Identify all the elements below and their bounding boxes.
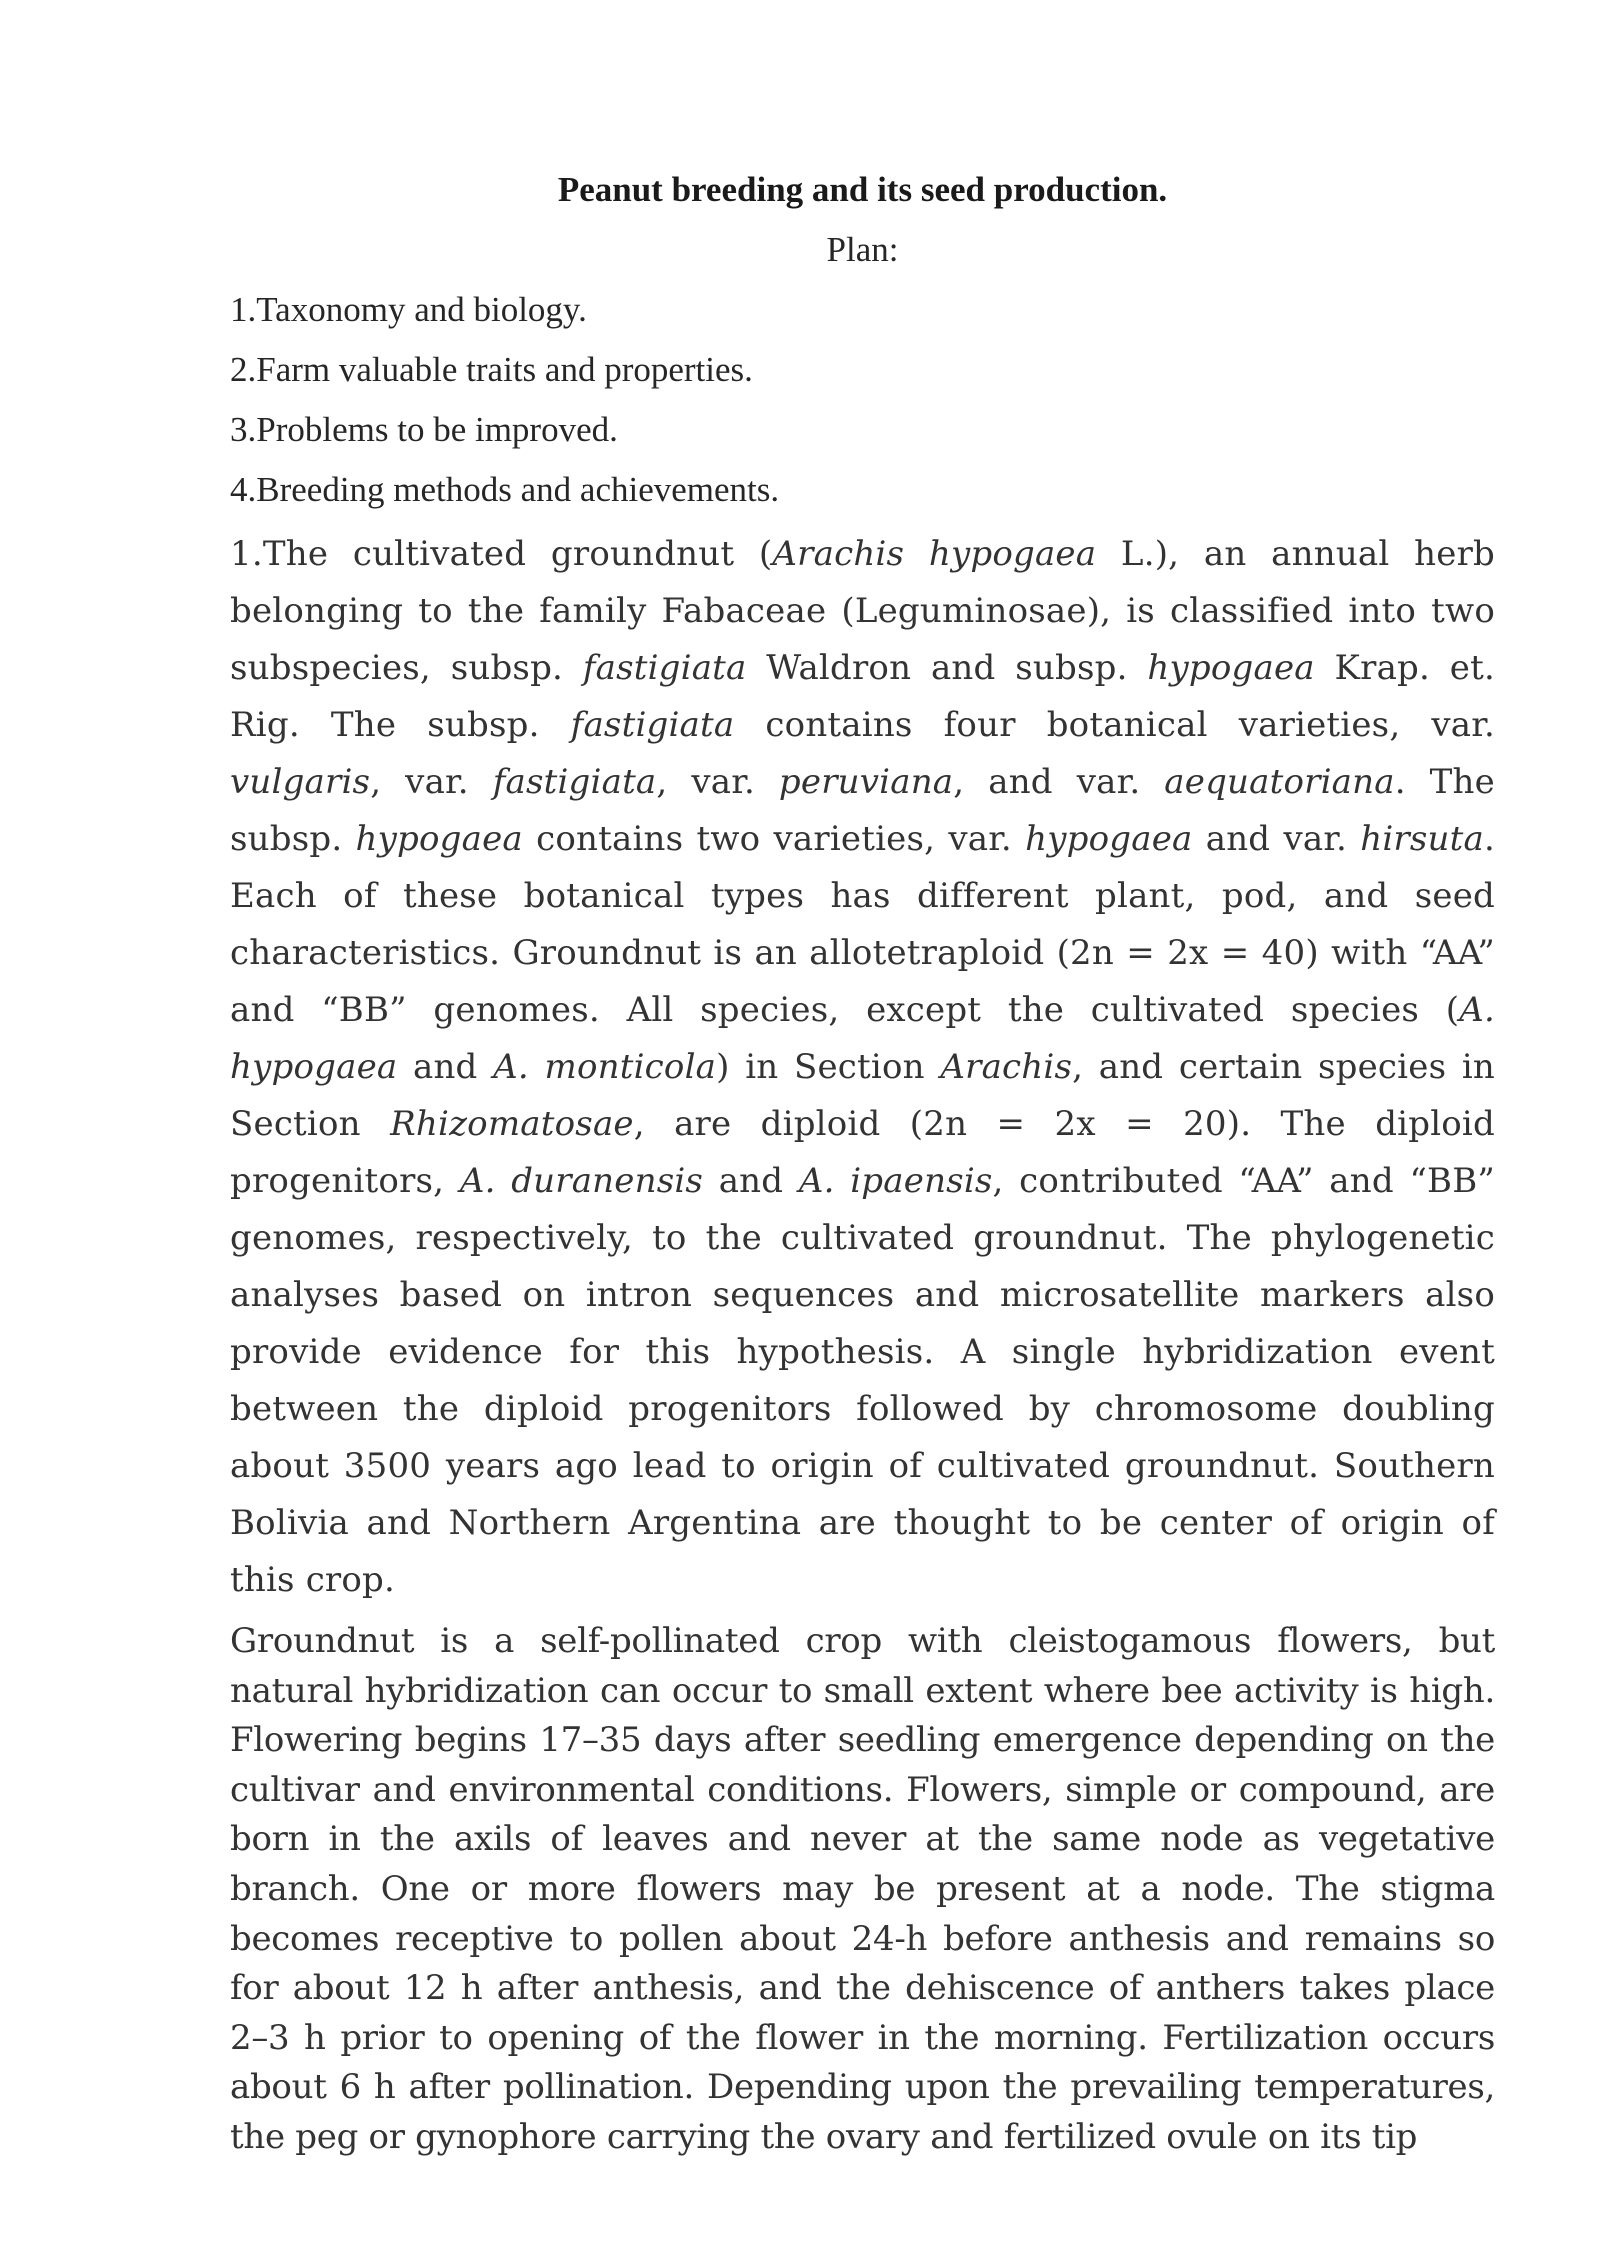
paragraph-text: , are diploid (2n = 2x = 20). The diploid progenitors,: [230, 1104, 1495, 1201]
italic-term: hypogaea: [1147, 648, 1315, 688]
italic-term: A. duranensis: [459, 1161, 704, 1201]
paragraph-text: Krap. et. Rig. The subsp.: [230, 648, 1495, 745]
italic-term: Arachis: [940, 1047, 1073, 1087]
italic-term: fastigiata: [570, 705, 735, 745]
paragraph-text: and: [397, 1047, 494, 1087]
plan-list: [230, 280, 1495, 520]
taxonomy-paragraph: [230, 526, 1495, 1609]
plan-item-3: 3.Problems to be improved.: [230, 410, 618, 449]
paragraph-text: ) in Section: [716, 1047, 941, 1087]
paragraph-text: 1.The cultivated groundnut (: [230, 534, 773, 574]
italic-term: hypogaea: [355, 819, 523, 859]
italic-term: A. monticola: [493, 1047, 717, 1087]
paragraph-text: L.), an annual herb belonging to the family Fabaceae (Leguminosae), is classified into two subspecies, subsp.: [230, 534, 1495, 688]
plan-item-1: 1.Taxonomy and biology.: [230, 290, 587, 329]
italic-term: aequatoriana: [1164, 762, 1395, 802]
plan-item-4: 4.Breeding methods and achievements.: [230, 470, 780, 509]
italic-term: vulgaris: [230, 762, 371, 802]
document-page: [230, 160, 1495, 2163]
paragraph-text: , contributed “AA” and “BB” genomes, respectively, to the cultivated groundnut. The phylogenetic analyses based on intron sequences and microsatellite markers also provide evidence for this hypothesis. A single hybridization event between the diploid progenitors followed by chromosome doubling about 3500 years ago lead to origin of cultivated groundnut. Southern Bolivia and Northern Argentina are thought to be center of origin of this crop.: [230, 1161, 1495, 1600]
plan-item-2: 2.Farm valuable traits and properties.: [230, 350, 753, 389]
paragraph-text: and: [703, 1161, 799, 1201]
italic-term: Rhizomatosae: [390, 1104, 634, 1144]
italic-term: hypogaea: [1025, 819, 1193, 859]
paragraph-text: . The subsp.: [230, 762, 1495, 859]
paragraph-text: and var.: [1192, 819, 1361, 859]
italic-term: A. ipaensis: [798, 1161, 993, 1201]
italic-term: fastigiata: [492, 762, 657, 802]
italic-term: A. hypogaea: [230, 990, 1495, 1087]
plan-label: Plan:: [826, 230, 899, 269]
paragraph-text: contains two varieties, var.: [522, 819, 1026, 859]
paragraph-text: , and certain species in Section: [230, 1047, 1496, 1144]
paragraph-text: contains four botanical varieties, var.: [734, 705, 1496, 745]
paragraph-text: , and var.: [953, 762, 1165, 802]
paragraph-text: , var.: [370, 762, 493, 802]
paragraph-text: . Each of these botanical types has different plant, pod, and seed characteristics. Groundnut is an allotetraploid (2n = 2x = 40) with “AA” and “BB” genomes. All species, except the cultivated species (: [230, 819, 1495, 1030]
biology-paragraph: Groundnut is a self-pollinated crop with cleistogamous flowers, but natural hybridization can occur to small extent where bee activity is high. Flowering begins 17–35 days after seedling emergence depending on the cultivar and environmental conditions. Flowers, simple or compound, are born in the axils of leaves and never at the same node as vegetative branch. One or more flowers may be present at a node. The stigma becomes receptive to pollen about 24-h before anthesis and remains so for about 12 h after anthesis, and the dehiscence of anthers takes place 2–3 h prior to opening of the flower in the morning. Fertilization occurs about 6 h after pollination. Depending upon the prevailing temperatures, the peg or gynophore carrying the ovary and fertilized ovule on its tip: [230, 1621, 1495, 2157]
italic-term: Arachis hypogaea: [772, 534, 1097, 574]
document-title: Peanut breeding and its seed production.: [557, 170, 1168, 209]
italic-term: hirsuta: [1360, 819, 1484, 859]
paragraph-text: , var.: [656, 762, 779, 802]
paragraph-text: Waldron and subsp.: [746, 648, 1148, 688]
italic-term: peruviana: [778, 762, 954, 802]
italic-term: fastigiata: [582, 648, 747, 688]
